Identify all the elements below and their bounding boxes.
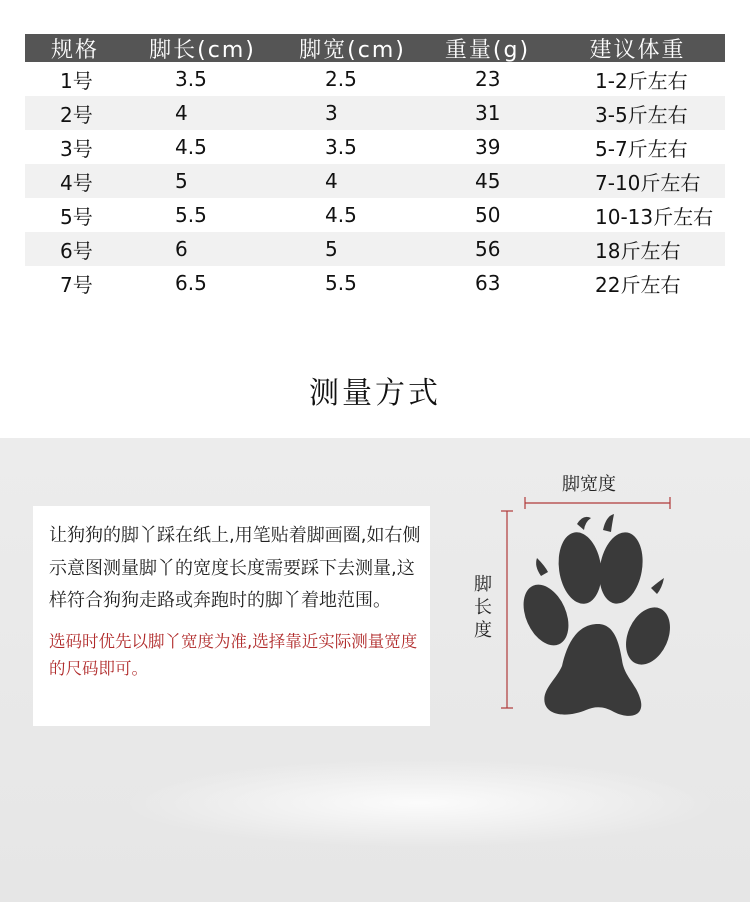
size-note-text: 选码时优先以脚丫宽度为准,选择靠近实际测量宽度的尺码即可。 bbox=[49, 631, 418, 678]
cell-foot-width: 5.5 bbox=[325, 271, 357, 295]
table-row bbox=[25, 96, 725, 130]
cell-foot-length: 6.5 bbox=[175, 271, 207, 295]
foot-length-label: 脚长度 bbox=[474, 574, 492, 641]
cell-size: 7号 bbox=[60, 272, 93, 297]
cell-foot-length: 4 bbox=[175, 101, 188, 125]
cell-foot-width: 2.5 bbox=[325, 67, 357, 91]
header-foot-length: 脚长(cm) bbox=[149, 37, 256, 63]
foot-width-label: 脚宽度 bbox=[562, 474, 616, 495]
header-foot-width: 脚宽(cm) bbox=[299, 37, 406, 63]
cell-foot-width: 4 bbox=[325, 169, 338, 193]
instruction-text: 让狗狗的脚丫踩在纸上,用笔贴着脚画圈,如右侧示意图测量脚丫的宽度长度需要踩下去测量,这样符合狗狗走路或奔跑时的脚丫着地范围。 bbox=[49, 525, 421, 611]
header-size: 规格 bbox=[50, 37, 99, 63]
cell-suggested-weight: 18斤左右 bbox=[595, 238, 681, 263]
header-weight: 重量(g) bbox=[444, 37, 531, 63]
size-table-header bbox=[25, 34, 725, 62]
cell-weight: 31 bbox=[475, 101, 501, 125]
paw-print-icon bbox=[515, 514, 679, 716]
table-row bbox=[25, 266, 725, 300]
table-row bbox=[25, 62, 725, 96]
cell-size: 6号 bbox=[60, 238, 93, 263]
size-table bbox=[25, 34, 725, 300]
cell-foot-width: 3 bbox=[325, 101, 338, 125]
cell-foot-length: 3.5 bbox=[175, 67, 207, 91]
cell-suggested-weight: 10-13斤左右 bbox=[595, 204, 714, 229]
measure-panel bbox=[0, 438, 750, 902]
cell-foot-length: 5.5 bbox=[175, 203, 207, 227]
cell-foot-width: 4.5 bbox=[325, 203, 357, 227]
cell-suggested-weight: 5-7斤左右 bbox=[595, 136, 688, 161]
cell-weight: 56 bbox=[475, 237, 501, 261]
cell-weight: 45 bbox=[475, 169, 501, 193]
cell-weight: 23 bbox=[475, 67, 501, 91]
table-row bbox=[25, 164, 725, 198]
measure-section-title: 测量方式 bbox=[309, 376, 441, 411]
cell-foot-length: 5 bbox=[175, 169, 188, 193]
cell-size: 5号 bbox=[60, 204, 93, 229]
paw-diagram bbox=[0, 438, 750, 902]
width-dimension-line bbox=[525, 497, 670, 509]
cell-suggested-weight: 7-10斤左右 bbox=[595, 170, 701, 195]
cell-suggested-weight: 22斤左右 bbox=[595, 272, 681, 297]
cell-suggested-weight: 3-5斤左右 bbox=[595, 102, 688, 127]
cell-foot-width: 3.5 bbox=[325, 135, 357, 159]
cell-foot-width: 5 bbox=[325, 237, 338, 261]
cell-weight: 50 bbox=[475, 203, 501, 227]
cell-suggested-weight: 1-2斤左右 bbox=[595, 68, 688, 93]
cell-foot-length: 4.5 bbox=[175, 135, 207, 159]
cell-size: 2号 bbox=[60, 102, 93, 127]
table-row bbox=[25, 198, 725, 232]
table-row bbox=[25, 130, 725, 164]
cell-size: 4号 bbox=[60, 170, 93, 195]
cell-weight: 63 bbox=[475, 271, 501, 295]
cell-size: 3号 bbox=[60, 136, 93, 161]
length-dimension-line bbox=[501, 511, 513, 708]
cell-foot-length: 6 bbox=[175, 237, 188, 261]
cell-size: 1号 bbox=[60, 68, 93, 93]
cell-weight: 39 bbox=[475, 135, 501, 159]
header-suggested-weight: 建议体重 bbox=[589, 37, 686, 63]
table-row bbox=[25, 232, 725, 266]
